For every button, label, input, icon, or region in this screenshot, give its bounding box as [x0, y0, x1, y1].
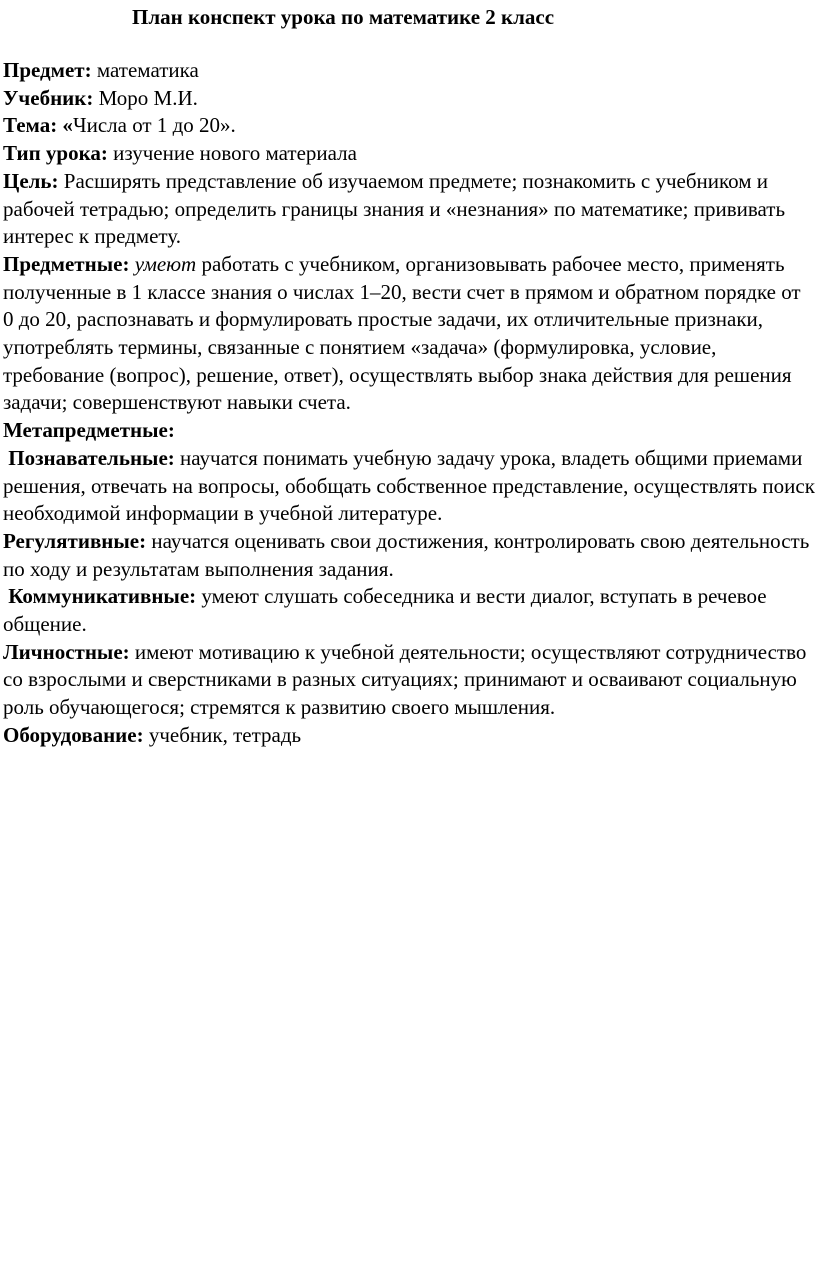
lesson-type-value: изучение нового материала [107, 141, 357, 166]
communicative-label: Коммуникативные: [8, 584, 197, 609]
meta-results-label: Метапредметные: [3, 418, 175, 443]
meta-results-heading [3, 417, 815, 445]
topic-line [3, 112, 815, 140]
textbook-label: Учебник: [3, 85, 94, 110]
subject-value: математика [91, 58, 199, 82]
personal-value: имеют мотивацию к учебной деятельности; осуществляют сотрудничество со взрослыми и сверстниками в разных ситуациях; принимают и осваивают социальную роль обучающегося; стремятся к развитию своего мышления. [3, 639, 807, 720]
goal-paragraph [3, 168, 815, 251]
subject-results-italic: умеют [134, 251, 197, 276]
lesson-type-line [3, 140, 815, 168]
document-body [3, 57, 815, 750]
equipment-value: учебник, тетрадь [143, 722, 302, 747]
subject-line [3, 57, 815, 85]
regulatory-value: научатся оценивать свои достижения, контролировать свою деятельность по ходу и результатам выполнения задания. [3, 528, 810, 581]
subject-results-label: Предметные: [3, 251, 130, 276]
subject-results-value: работать с учебником, организовывать рабочее место, применять полученные в 1 классе знания о числах 1–20, вести счет в прямом и обратном порядке от 0 до 20, распознавать и формулировать простые задачи, их отличительные признаки, употреблять термины, связанные с понятием «задача» (формулировка, условие, требование (вопрос), решение, ответ), осуществлять выбор знака действия для решения задачи; совершенствуют навыки счета. [3, 251, 801, 415]
textbook-line [3, 85, 815, 113]
personal-label: Личностные: [3, 639, 130, 664]
textbook-value: Моро М.И. [93, 85, 198, 110]
goal-value: Расширять представление об изучаемом предмете; познакомить с учебником и рабочей тетрадью; определить границы знания и «незнания» по математике; прививать интерес к предмету. [3, 168, 786, 249]
communicative-paragraph [3, 583, 815, 638]
cognitive-label: Познавательные: [8, 445, 175, 470]
document-title: План конспект урока по математике 2 класс [132, 5, 555, 29]
regulatory-paragraph [3, 528, 815, 583]
cognitive-value: научатся понимать учебную задачу урока, владеть общими приемами решения, отвечать на вопросы, обобщать собственное представление, осуществлять поиск необходимой информации в учебной литературе. [3, 445, 815, 526]
regulatory-label: Регулятивные: [3, 528, 147, 553]
goal-label: Цель: [3, 168, 59, 193]
subject-results-paragraph [3, 251, 815, 417]
equipment-label: Оборудование: [3, 722, 144, 747]
topic-value: Числа от 1 до 20». [72, 113, 236, 138]
lesson-type-label: Тип урока: [3, 141, 108, 166]
cognitive-paragraph [3, 445, 815, 528]
topic-label: Тема: « [3, 113, 73, 138]
subject-label: Предмет: [3, 58, 92, 82]
communicative-value: умеют слушать собеседника и вести диалог, вступать в речевое общение. [3, 584, 767, 637]
equipment-line [3, 722, 815, 750]
personal-paragraph [3, 639, 815, 722]
